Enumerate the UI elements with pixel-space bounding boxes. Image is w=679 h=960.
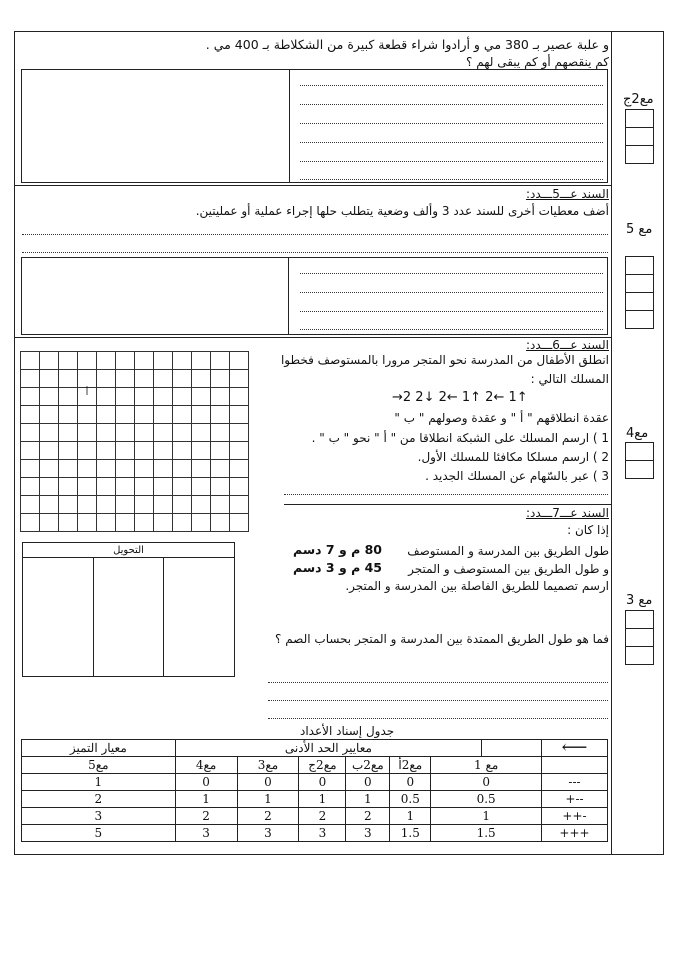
criterion-label: مع4 — [626, 426, 649, 441]
doc6-question3: 3 ) عبر بالسّهام عن المسلك الجديد . — [425, 469, 609, 483]
doc6-question2: 2 ) ارسم مسلكا مكافئا للمسلك الأول. — [417, 450, 609, 464]
answer-line — [300, 179, 603, 180]
doc7-title: السند عـــ7ـــدد: — [525, 506, 609, 520]
problem4-box-divider — [289, 69, 290, 183]
column-header: مع2ج — [299, 757, 346, 774]
criterion-label: مع 5 — [626, 222, 653, 237]
level-header — [542, 757, 608, 774]
problem4-line1: و علبة عصير بـ 380 مي و أرادوا شراء قطعة كبيرة من الشكلاطة بـ 400 مي . — [205, 37, 609, 52]
arrow-left-icon: ⟵ — [542, 740, 608, 757]
doc6-line1: انطلق الأطفال من المدرسة نحو المتجر مرورا بالمستوصف فخطوا — [280, 353, 609, 367]
answer-line — [300, 104, 603, 105]
doc6-path-arrows: →2 2↓ 2← 1↑ 2← 1↑ — [392, 390, 528, 405]
grid-start-label: أ — [78, 388, 97, 406]
column-header: مع 1 — [431, 757, 542, 774]
column-header: مع4 — [175, 757, 237, 774]
score-box — [625, 442, 654, 479]
score-box — [625, 610, 654, 665]
answer-line — [22, 252, 608, 253]
doc6-question1: 1 ) ارسم المسلك على الشبكة انطلاقا من " أ " نحو " ب " . — [311, 431, 609, 445]
problem4-answer-box — [21, 69, 608, 183]
doc5-answer-box — [21, 257, 608, 335]
section-divider — [14, 185, 611, 186]
criteria-column-divider — [611, 31, 612, 855]
excellence-header: معيار التميز — [22, 740, 176, 757]
answer-line — [300, 311, 603, 312]
answer-line — [300, 85, 603, 86]
doc7-distance2-label: و طول الطريق بين المستوصف و المتجر — [408, 562, 609, 576]
doc6-title: السند عـــ6ـــدد: — [525, 338, 609, 352]
criterion-label: مع2ج — [623, 92, 654, 107]
column-header: مع3 — [237, 757, 299, 774]
criterion-label: مع 3 — [626, 593, 653, 608]
doc6-line3: عقدة انطلاقهم " أ " و عقدة وصولهم " ب " — [394, 411, 609, 425]
answer-line — [300, 123, 603, 124]
answer-line — [268, 718, 608, 719]
grading-table — [21, 739, 608, 842]
doc7-distance1-value: 80 م و 7 دسم — [293, 542, 382, 557]
section-divider — [14, 337, 611, 338]
answer-line — [300, 142, 603, 143]
doc7-distance1-label: طول الطريق بين المدرسة و المستوصف — [407, 544, 609, 558]
table-row: 3 2 2 2 2 1 1 ++- — [22, 808, 608, 825]
doc5-title: السند عـــ5ـــدد: — [525, 187, 609, 201]
conversion-header: التحويل — [23, 543, 235, 558]
min-criteria-header: معايير الحد الأدنى — [175, 740, 482, 757]
path-grid[interactable] — [20, 351, 249, 532]
doc7-intro: إذا كان : — [567, 523, 609, 537]
answer-line — [300, 161, 603, 162]
conversion-cell[interactable] — [23, 558, 94, 677]
doc5-box-divider — [288, 257, 289, 335]
answer-line — [300, 273, 603, 274]
score-box — [625, 109, 654, 164]
doc6-line2: المسلك التالي : — [530, 372, 609, 386]
answer-line — [22, 234, 608, 235]
conversion-cell[interactable] — [164, 558, 235, 677]
score-box — [625, 256, 654, 329]
answer-line — [300, 292, 603, 293]
doc5-instruction: أضف معطيات أخرى للسند عدد 3 وألف وضعية يتطلب حلها إجراء عملية أو عمليتين. — [195, 204, 609, 218]
answer-line — [268, 700, 608, 701]
table-row: 5 3 3 3 3 1.5 1.5 +++ — [22, 825, 608, 842]
doc7-question: فما هو طول الطريق الممتدة بين المدرسة و المتجر بحساب الصم ؟ — [275, 632, 609, 646]
answer-line — [300, 329, 603, 330]
table-row: 1 0 0 0 0 0 0 --- — [22, 774, 608, 791]
answer-line — [268, 682, 608, 683]
answer-line — [284, 494, 608, 495]
column-header: مع2أ — [390, 757, 431, 774]
doc7-distance2-value: 45 م و 3 دسم — [293, 560, 382, 575]
doc7-task: ارسم تصميما للطريق الفاصلة بين المدرسة و المتجر. — [345, 579, 609, 593]
table-row: 2 1 1 1 1 0.5 0.5 +-- — [22, 791, 608, 808]
column-header: مع5 — [22, 757, 176, 774]
conversion-cell[interactable] — [93, 558, 164, 677]
conversion-table[interactable] — [22, 542, 235, 677]
grading-title: جدول إسناد الأعداد — [300, 724, 395, 738]
problem4-line2: كم ينقصهم أو كم يبقى لهم ؟ — [466, 55, 609, 69]
column-header: مع2ب — [346, 757, 390, 774]
